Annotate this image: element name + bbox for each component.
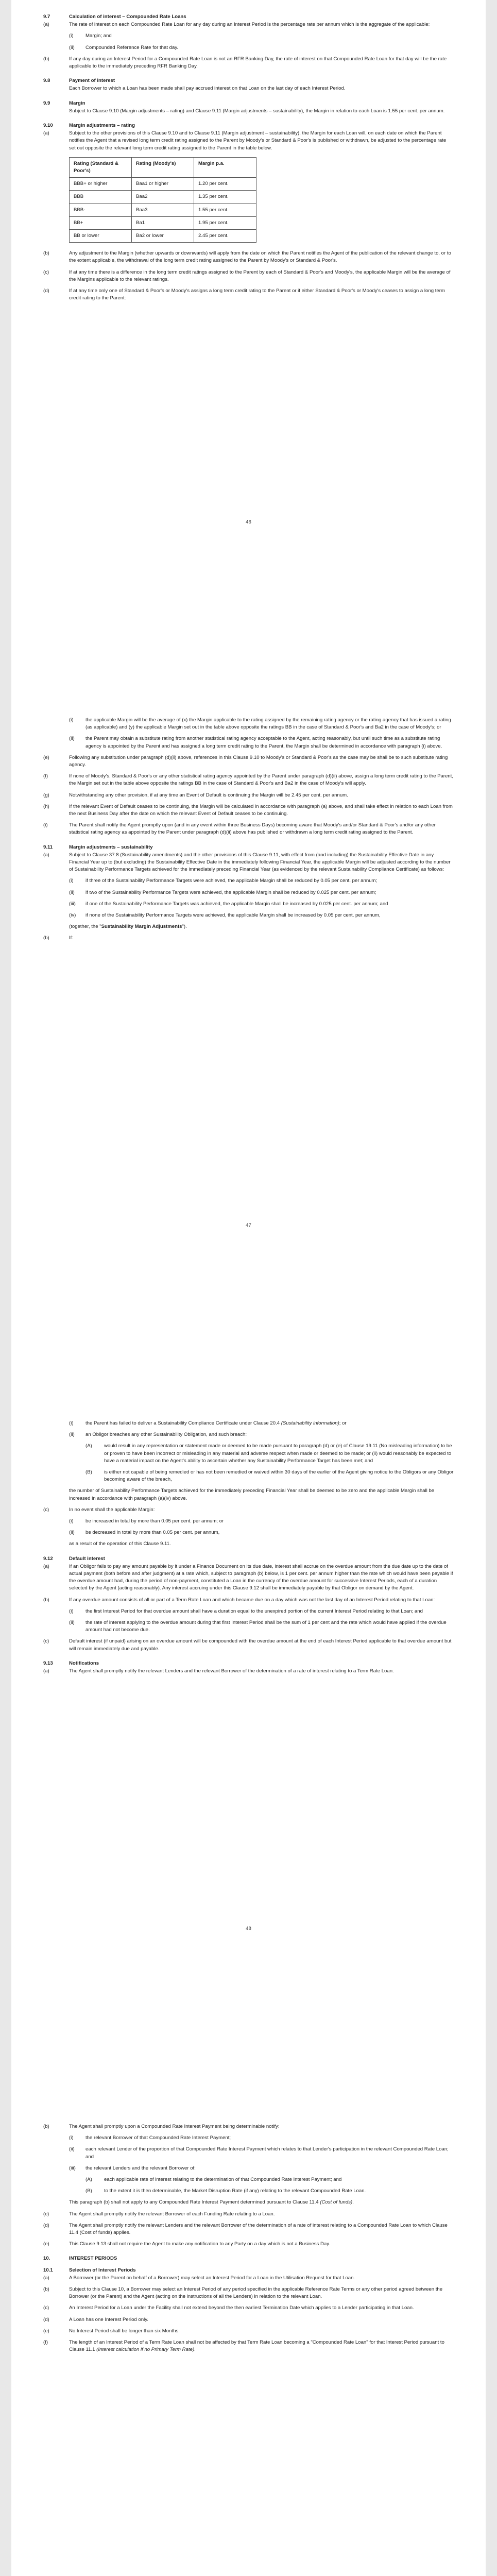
clause-9-7-a-ii: (ii) Compounded Reference Rate for that day. [69, 44, 179, 50]
table-cell-moodys: Baa3 [132, 204, 194, 216]
document-page-47 [11, 703, 486, 1406]
clause-9-12-b-ii: (ii) the rate of interest applying to the overdue amount during that first Interest Period shall be the sum of 1 per cent and the rate which would have applied if the overdue amount had not become due. [69, 1620, 447, 1633]
clause-9-13-e: (e) This Clause 9.13 shall not require the Agent to make any notification to any Party on a day which is not a Business Day. [43, 2241, 330, 2247]
clause-9-10-i: (i) The Parent shall notify the Agent promptly upon (and in any event within three Business Days) becoming aware that Moody's and/or Standard & Poor's and/or any other statistical rating agency as appointed by the Parent under paragraph (d)(ii) above has published or withdrawn a long term credit rating assigned to the Parent. [43, 822, 436, 836]
page-number: 48 [246, 1926, 251, 1931]
clause-10-1-b: (b) Subject to this Clause 10, a Borrower may select an Interest Period of any period specified in the applicable Reference Rate Terms or any other period agreed between the Borrower (or the Parent) and the Agent (acting on the instructions of all the Lenders) in relation to the relevant Loan. [43, 2286, 443, 2300]
table-row [70, 230, 256, 243]
clause-9-12-a: (a) If an Obligor fails to pay any amount payable by it under a Finance Document on its due date, interest shall accrue on the overdue amount from the due date up to the date of actual payment (both before and after judgment) at a rate which, subject to paragraph (b) below, is 1 per cent. per annum higher than the rate which would have been payable if the overdue amount had, during the period of non-payment, constituted a Loan in the currency of the overdue amount for successive Interest Periods, each of a duration selected by the Agent (acting reasonably). Any interest accruing under this Clause 9.12 shall be immediately payable by that Obligor on demand by the Agent. [43, 1563, 453, 1591]
clause-9-10-f: (f) If none of Moody's, Standard & Poor's or any other statistical rating agency appointed by the Parent under paragraph (d)(ii) above, assign a long term credit rating to the Parent, the Margin set out in the table above opposite the ratings BB in the case of Standard & Poor's and Ba2 in the case of Moody's will apply. [43, 773, 454, 787]
document-page-48 [11, 1406, 486, 2110]
clause-9-13-b: (b) The Agent shall promptly upon a Compounded Rate Interest Payment being determinable notify: [43, 2124, 280, 2129]
clause-9-7-a: (a) The rate of interest on each Compounded Rate Loan for any day during an Interest Period is the percentage rate per annum which is the aggregate of the applicable: [43, 22, 430, 28]
table-row [70, 191, 256, 204]
clause-9-11-c-ii: (ii) be decreased in total by more than 0.05 per cent. per annum, [69, 1530, 220, 1536]
clause-9-13-b-i: (i) the relevant Borrower of that Compounded Rate Interest Payment; [69, 2135, 231, 2141]
clause-9-11-heading: 9.11 Margin adjustments – sustainability [43, 844, 153, 850]
clause-9-11-b-ii: (ii) an Obligor breaches any other Sustainability Obligation, and such breach: [69, 1432, 247, 1438]
table-cell-sp: BB or lower [70, 230, 132, 243]
table-cell-sp: BB+ [70, 216, 132, 229]
clause-9-10-e: (e) Following any substitution under paragraph (d)(ii) above, references in this Clause 9.10 to Moody's or Standard & Poor's as the case may be shall be to such substitute rating agency. [43, 754, 448, 768]
clause-9-11-c-i: (i) be increased in total by more than 0.05 per cent. per annum; or [69, 1518, 224, 1524]
clause-9-10-d-i: (i) the applicable Margin will be the average of (x) the Margin applicable to the rating assigned by the remaining rating agency or the rating agency that has issued a rating (as applicable) and (y) the applicable Margin set out in the table above opposite the ratings BB in the case of Standard & Poor's and Ba2 in the case of Moody's; or [69, 717, 451, 731]
clause-9-13-c: (c) The Agent shall promptly notify the relevant Borrower of each Funding Rate relating to a Loan. [43, 2211, 275, 2217]
clause-9-11-b-ii-A: (A) would result in any representation or statement made or deemed to be made pursuant to paragraph (d) or (e) of Clause 19.11 (No misleading information) to be or proven to have been incorrect or misleading in any material and adverse respect when made or deemed to be made; or (ii) would reasonably be expected to have a material impact on the Agent's ability to ascertain whether any Sustainability Performance Target has been met; and [85, 1443, 452, 1464]
clause-9-7-b: (b) If any day during an Interest Period for a Compounded Rate Loan is not an RFR Banking Day, the rate of interest on that Compounded Rate Loan for that day will be the rate applicable to the immediately preceding RFR Banking Day. [43, 56, 447, 70]
clause-10-1-d: (d) A Loan has one Interest Period only. [43, 2316, 148, 2323]
clause-9-7-a-i: (i) Margin; and [69, 33, 112, 39]
table-header-margin: Margin p.a. [194, 157, 256, 177]
clause-9-10-heading: 9.10 Margin adjustments – rating [43, 123, 135, 129]
table-cell-sp: BBB+ or higher [70, 178, 132, 191]
clause-9-11-a-i: (i) if three of the Sustainability Performance Targets were achieved, the applicable Margin shall be reduced by 0.05 per cent. per annum; [69, 878, 378, 884]
clause-9-10-g: (g) Notwithstanding any other provision, if at any time an Event of Default is continuing the Margin will be 2.45 per cent. per annum. [43, 792, 348, 798]
table-cell-moodys: Baa2 [132, 191, 194, 204]
table-row [70, 178, 256, 191]
table-cell-margin: 1.95 per cent. [194, 216, 256, 229]
clause-9-13-d: (d) The Agent shall promptly notify the relevant Lenders and the relevant Borrower of the determination of a rate of interest relating to a Compounded Rate Loan to which Clause 11.4 (Cost of funds) applies. [43, 2222, 448, 2236]
clause-9-12-heading: 9.12 Default interest [43, 1555, 105, 1562]
clause-9-13-heading: 9.13 Notifications [43, 1660, 99, 1666]
page-number: 47 [246, 1223, 251, 1228]
table-cell-moodys: Ba2 or lower [132, 230, 194, 243]
clause-9-13-b-ii: (ii) each relevant Lender of the proportion of that Compounded Rate Interest Payment which relates to that Lender's participation in the relevant Compounded Rate Loan; and [69, 2146, 449, 2160]
table-cell-margin: 1.55 per cent. [194, 204, 256, 216]
clause-10-1-f: (f) The length of an Interest Period of a Term Rate Loan shall not be affected by that Term Rate Loan becoming a "Compounded Rate Loan" for that Interest Period pursuant to Clause 11.1 (Interest calculation if no Primary Term Rate). [43, 2340, 444, 2353]
document-page-46 [11, 0, 486, 703]
clause-9-11-b-ii-B: (B) is either not capable of being remedied or has not been remedied or waived within 30 days of the earlier of the Agent giving notice to the Obligors or any Obligor becoming aware of the breach, [85, 1469, 454, 1483]
clause-9-7-heading: 9.7 Calculation of interest – Compounded Rate Loans [43, 14, 186, 20]
table-cell-margin: 2.45 per cent. [194, 230, 256, 243]
clause-9-12-c: (c) Default interest (if unpaid) arising on an overdue amount will be compounded with the overdue amount at the end of each Interest Period applicable to that overdue amount but will remain immediately due and payable. [43, 1638, 452, 1652]
clause-9-10-b: (b) Any adjustment to the Margin (whether upwards or downwards) will apply from the date on which the Parent notifies the Agent of the publication of the relevant change to, or to the extent applicable, the withdrawal of the long term credit rating assigned to the Parent by Moody's or Standard & Poor's. [43, 250, 451, 264]
clause-9-13-b-iii: (iii) the relevant Lenders and the relevant Borrower of: [69, 2165, 196, 2171]
clause-9-11-a: (a) Subject to Clause 37.8 (Sustainability amendments) and the other provisions of this Clause 9.11, with effect from (and including) the Sustainability Effective Date in any Financial Year up to (but excluding) the Sustainability Effective Date in the immediately following Financial Year, the applicable Margin will be adjusted according to the number of Sustainability Performance Targets achieved for the immediately preceding Financial Year (as evidenced by the relevant Sustainability Compliance Certificate) as follows: [43, 852, 451, 873]
clause-9-9-heading: 9.9 Margin [43, 100, 85, 106]
table-cell-margin: 1.35 per cent. [194, 191, 256, 204]
clause-9-11-a-ii: (ii) if two of the Sustainability Performance Targets were achieved, the applicable Margin shall be reduced by 0.025 per cent. per annum; [69, 889, 376, 895]
table-row [70, 204, 256, 216]
clause-9-8-text: Each Borrower to which a Loan has been made shall pay accrued interest on that Loan on the last day of each Interest Period. [69, 86, 346, 92]
table-header-moodys: Rating (Moody's) [132, 157, 194, 177]
table-row [70, 216, 256, 229]
clause-9-10-h: (h) If the relevant Event of Default ceases to be continuing, the Margin will be calculated in accordance with paragraph (a) above, and shall take effect in relation to each Loan from the next Business Day after the date on which the relevant Event of Default ceases to be continuing. [43, 803, 453, 817]
table-header-sp: Rating (Standard & Poor's) [70, 157, 132, 177]
table-cell-sp: BBB- [70, 204, 132, 216]
document-page-49 [11, 2110, 486, 2576]
clause-9-11-c: (c) In no event shall the applicable Margin: [43, 1506, 155, 1513]
clause-9-8-heading: 9.8 Payment of interest [43, 78, 115, 84]
clause-9-10-c: (c) If at any time there is a difference in the long term credit ratings assigned to the Parent by each of Standard & Poor's and Moody's, the applicable Margin will be the average of the Margins applicable to the relevant ratings. [43, 269, 451, 282]
clause-9-13-b-iii-B: (B) to the extent it is then determinable, the Market Disruption Rate (if any) relating to the relevant Compounded Rate Loan. [85, 2188, 366, 2194]
margin-rating-table [69, 157, 256, 243]
clause-9-11-b-then: the number of Sustainability Performance Targets achieved for the immediately preceding Financial Year shall be deemed to be zero and the applicable Margin shall be increased in accordance with paragraph (a)(iv) above. [69, 1488, 435, 1501]
clause-9-10-d: (d) If at any time only one of Standard & Poor's or Moody's assigns a long term credit rating to the Parent or if either Standard & Poor's or Moody's ceases to assign a long term credit rating to the Parent: [43, 288, 445, 301]
table-cell-sp: BBB [70, 191, 132, 204]
clause-9-13-b-tail: This paragraph (b) shall not apply to any Compounded Rate Interest Payment determined pursuant to Clause 11.4 (Cost of funds). [69, 2199, 354, 2206]
clause-9-11-c-result: as a result of the operation of this Clause 9.11. [69, 1541, 171, 1547]
table-cell-moodys: Baa1 or higher [132, 178, 194, 191]
clause-9-11-b-i: (i) the Parent has failed to deliver a Sustainability Compliance Certificate under Clause 20.4 (Sustainability information); or [69, 1420, 347, 1426]
clause-9-10-a: (a) Subject to the other provisions of this Clause 9.10 and to Clause 9.11 (Margin adjustment – sustainability), the Margin for each Loan will, on each date on which the Parent notifies the Agent that a revised long term credit rating assigned to the Parent by Moody's or Standard & Poor's is published or withdrawn, be adjusted to the percentage rate set out opposite the relevant long term credit rating assigned to the Parent in the table below. [43, 130, 447, 151]
clause-10-1-heading: 10.1 Selection of Interest Periods [43, 2267, 136, 2273]
clause-9-11-together: (together, the "Sustainability Margin Adjustments"). [69, 924, 187, 930]
clause-9-11-b: (b) If: [43, 935, 73, 941]
clause-9-13-a: (a) The Agent shall promptly notify the relevant Lenders and the relevant Borrower of the determination of a rate of interest relating to a Term Rate Loan. [43, 1668, 394, 1674]
table-cell-margin: 1.20 per cent. [194, 178, 256, 191]
clause-9-9-text: Subject to Clause 9.10 (Margin adjustments – rating) and Clause 9.11 (Margin adjustments – sustainability), the Margin in relation to each Loan is 1.55 per cent. per annum. [69, 108, 445, 114]
clause-10-1-a: (a) A Borrower (or the Parent on behalf of a Borrower) may select an Interest Period for a Loan in the Utilisation Request for that Loan. [43, 2275, 355, 2281]
clause-9-12-b: (b) If any overdue amount consists of all or part of a Term Rate Loan and which became due on a day which was not the last day of an Interest Period relating to that Loan: [43, 1597, 435, 1603]
page-number: 46 [246, 519, 251, 525]
clause-9-11-a-iii: (iii) if one of the Sustainability Performance Targets was achieved, the applicable Margin shall be increased by 0.025 per cent. per annum; and [69, 901, 388, 907]
clause-9-10-d-ii: (ii) the Parent may obtain a substitute rating from another statistical rating agency acceptable to the Agent, acting reasonably, but until such time as a substitute rating agency is appointed by the Parent and has assigned a long term credit rating to the Parent, the Margin shall be determined in accordance with paragraph (i) above. [69, 736, 442, 749]
table-cell-moodys: Ba1 [132, 216, 194, 229]
clause-9-13-b-iii-A: (A) each applicable rate of interest relating to the determination of that Compounded Rate Interest Payment; and [85, 2177, 342, 2183]
clause-9-11-a-iv: (iv) if none of the Sustainability Performance Targets were achieved, the applicable Margin shall be increased by 0.05 per cent. per annum, [69, 912, 381, 919]
clause-10-1-e: (e) No Interest Period shall be longer than six Months. [43, 2328, 180, 2334]
table-header-row [70, 157, 256, 177]
clause-9-12-b-i: (i) the first Interest Period for that overdue amount shall have a duration equal to the unexpired portion of the current Interest Period relating to that Loan; and [69, 1608, 423, 1614]
clause-10-1-c: (c) An Interest Period for a Loan under the Facility shall not extend beyond the then earliest Termination Date which applies to a Lender participating in that Loan. [43, 2305, 414, 2311]
clause-10-heading: 10. INTEREST PERIODS [43, 2256, 117, 2262]
